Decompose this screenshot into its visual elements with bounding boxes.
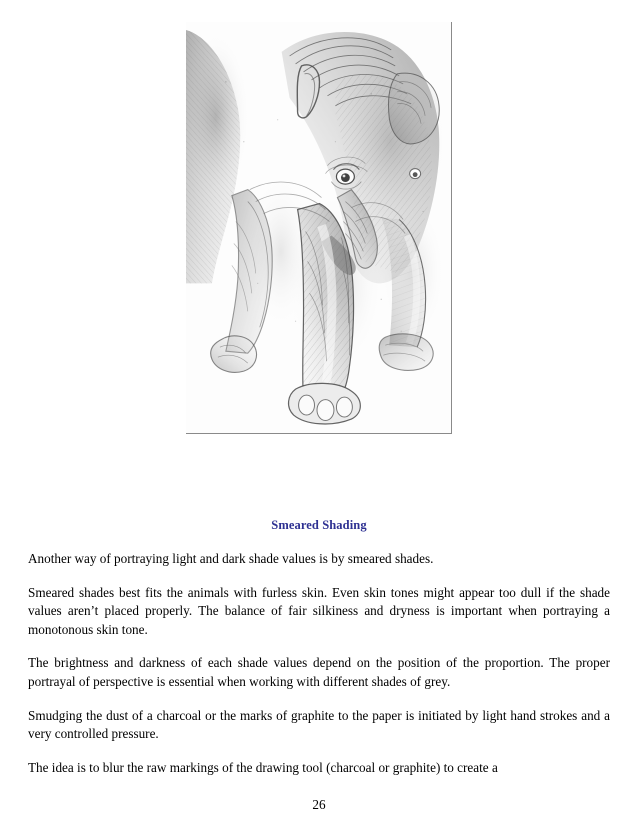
figure-elephant-sketch: [186, 22, 452, 434]
section-heading: Smeared Shading: [271, 518, 367, 532]
paragraph-2: Smeared shades best fits the animals with furless skin. Even skin tones might appear too dull if the shade values aren’t placed properly. The balance of fair silkiness and dryness is important when portraying a monotonous skin tone.: [28, 584, 610, 637]
elephant-sketch-image: [186, 22, 451, 433]
paragraph-4: Smudging the dust of a charcoal or the marks of graphite to the paper is initiated by light hand strokes and a very controlled pressure.: [28, 707, 610, 742]
paragraph-1: Another way of portraying light and dark shade values is by smeared shades.: [28, 551, 434, 566]
figure-frame: [186, 22, 452, 434]
paragraph-5: The idea is to blur the raw markings of the drawing tool (charcoal or graphite) to create a: [28, 759, 498, 775]
paragraph-3: The brightness and darkness of each shade values depend on the position of the proportion. The proper portrayal of perspective is essential when working with different shades of grey.: [28, 655, 610, 689]
page-number: 26: [312, 797, 326, 812]
text-column: [28, 518, 610, 777]
